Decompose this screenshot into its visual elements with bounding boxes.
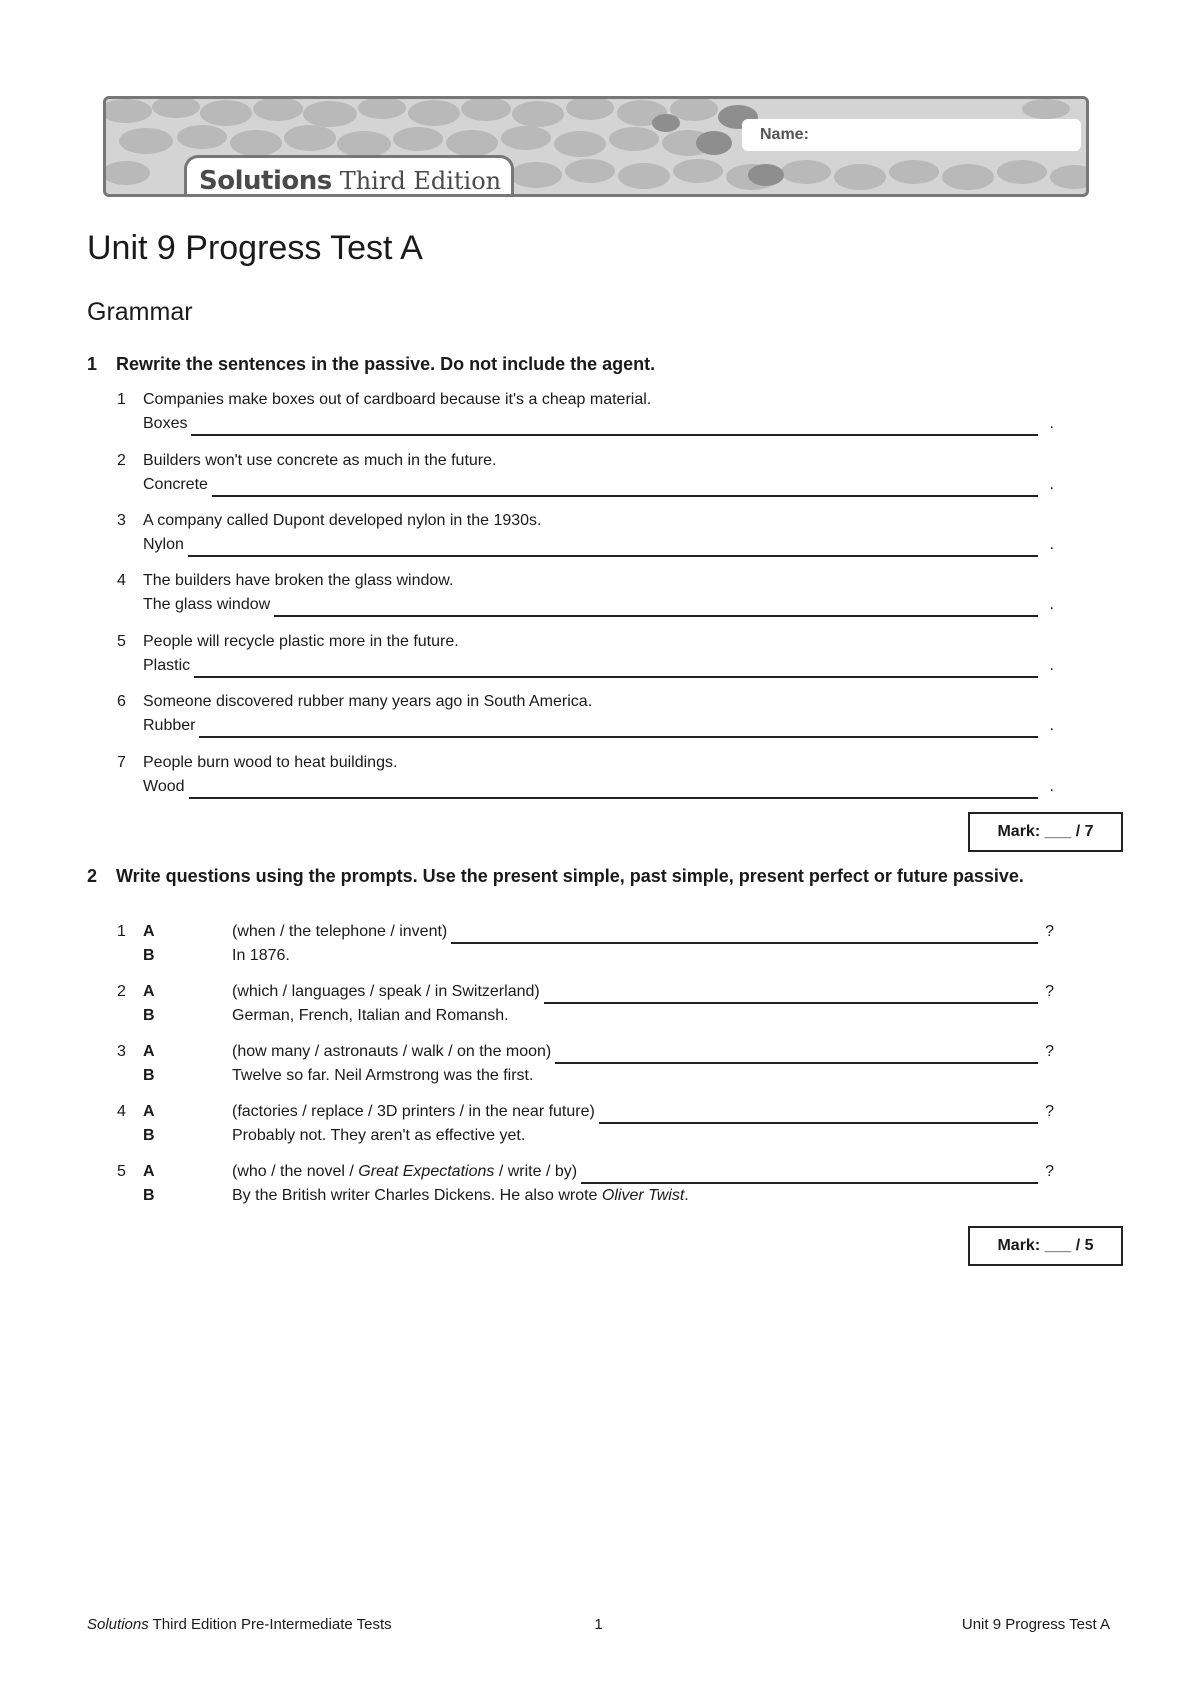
item-sentence: Someone discovered rubber many years ago in South America.	[143, 693, 593, 710]
answer-line[interactable]	[555, 1044, 1038, 1064]
answer-stem: Boxes	[143, 415, 188, 432]
response-row	[117, 944, 1054, 968]
exercise-instruction: Rewrite the sentences in the passive. Do not include the agent.	[116, 354, 656, 374]
answer-stem: Rubber	[143, 717, 196, 734]
prompt-title: Great Expectations	[358, 1163, 495, 1180]
section-title: Grammar	[87, 298, 193, 326]
list-item	[117, 630, 1054, 678]
answer-end-punct: ?	[1045, 1103, 1054, 1120]
item-number: 2	[117, 452, 126, 469]
response-main: By the British writer Charles Dickens. He also wrote	[232, 1187, 602, 1204]
logo-brand: Solutions	[199, 165, 332, 196]
speaker-a: A	[143, 1163, 155, 1180]
list-item	[117, 509, 1054, 557]
question-prompt	[232, 920, 447, 944]
item-sentence-row	[117, 690, 1054, 714]
item-number: 2	[117, 983, 126, 1000]
response-main: In 1876.	[232, 947, 290, 964]
page-title: Unit 9 Progress Test A	[87, 229, 423, 267]
list-item	[117, 569, 1054, 617]
response-row	[117, 1064, 1054, 1088]
exercise-1-heading	[87, 352, 1066, 376]
response-main: German, French, Italian and Romansh.	[232, 1007, 509, 1024]
response-text	[232, 1064, 533, 1088]
item-number: 1	[117, 923, 126, 940]
question-prompt	[232, 1040, 551, 1064]
question-prompt	[232, 1100, 595, 1124]
answer-line[interactable]	[544, 984, 1038, 1004]
item-sentence: People burn wood to heat buildings.	[143, 754, 398, 771]
item-answer-row	[117, 593, 1054, 617]
exercise-number: 1	[87, 354, 98, 374]
answer-line[interactable]	[212, 477, 1038, 497]
response-row	[117, 1124, 1054, 1148]
exercise-instruction: Write questions using the prompts. Use the present simple, past simple, present perfect or future passive.	[116, 866, 1024, 886]
item-sentence: Companies make boxes out of cardboard because it's a cheap material.	[143, 391, 652, 408]
answer-stem: Plastic	[143, 657, 191, 674]
item-answer-row	[117, 473, 1054, 497]
list-item	[117, 690, 1054, 738]
prompt-text-end: / write / by)	[494, 1163, 578, 1180]
response-main: Twelve so far. Neil Armstrong was the first.	[232, 1067, 534, 1084]
question-prompt	[232, 980, 540, 1004]
answer-end-punct: .	[1049, 415, 1054, 432]
answer-line[interactable]	[194, 658, 1038, 678]
response-title: Oliver Twist	[601, 1187, 685, 1204]
answer-line[interactable]	[451, 924, 1038, 944]
item-sentence: A company called Dupont developed nylon in the 1930s.	[143, 512, 542, 529]
answer-line[interactable]	[599, 1104, 1038, 1124]
solutions-logo	[184, 155, 514, 197]
answer-stem: Nylon	[143, 536, 184, 553]
answer-line[interactable]	[199, 718, 1038, 738]
item-sentence-row	[117, 509, 1054, 533]
answer-stem: The glass window	[143, 596, 271, 613]
list-item	[117, 1100, 1054, 1148]
page-number: 1	[594, 1616, 603, 1633]
item-number: 1	[117, 391, 126, 408]
list-item	[117, 1160, 1054, 1208]
response-text	[232, 1184, 689, 1208]
name-field[interactable]	[742, 119, 1081, 151]
answer-end-punct: .	[1049, 657, 1054, 674]
answer-end-punct: .	[1049, 476, 1054, 493]
item-number: 7	[117, 754, 126, 771]
item-answer-row	[117, 412, 1054, 436]
item-answer-row	[117, 654, 1054, 678]
speaker-b: B	[143, 1187, 155, 1204]
header-banner	[103, 96, 1089, 197]
answer-end-punct: ?	[1045, 923, 1054, 940]
exercise-number: 2	[87, 866, 98, 886]
answer-end-punct: .	[1049, 717, 1054, 734]
list-item	[117, 388, 1054, 436]
answer-stem: Concrete	[143, 476, 208, 493]
item-number: 3	[117, 1043, 126, 1060]
mark-box-1: Mark: ___ / 7	[968, 812, 1123, 852]
item-number: 5	[117, 633, 126, 650]
item-number: 6	[117, 693, 126, 710]
item-number: 5	[117, 1163, 126, 1180]
name-label: Name:	[760, 126, 809, 143]
item-sentence: Builders won't use concrete as much in the future.	[143, 452, 497, 469]
answer-end-punct: ?	[1045, 1163, 1054, 1180]
response-row	[117, 1004, 1054, 1028]
list-item	[117, 980, 1054, 1028]
response-row	[117, 1184, 1054, 1208]
answer-line[interactable]	[581, 1164, 1038, 1184]
item-sentence-row	[117, 569, 1054, 593]
item-sentence-row	[117, 388, 1054, 412]
response-text	[232, 944, 290, 968]
speaker-b: B	[143, 1007, 155, 1024]
question-row	[117, 1160, 1054, 1184]
logo-edition: Third Edition	[339, 166, 502, 195]
speaker-a: A	[143, 1043, 155, 1060]
prompt-text: (which / languages / speak / in Switzerland)	[232, 983, 540, 1000]
item-answer-row	[117, 775, 1054, 799]
item-number: 4	[117, 1103, 126, 1120]
item-sentence-row	[117, 751, 1054, 775]
item-sentence: People will recycle plastic more in the future.	[143, 633, 459, 650]
response-text	[232, 1124, 525, 1148]
response-end: .	[684, 1187, 689, 1204]
prompt-text: (who / the novel /	[232, 1163, 359, 1180]
answer-end-punct: .	[1049, 778, 1054, 795]
answer-line[interactable]	[274, 597, 1038, 617]
list-item	[117, 751, 1054, 799]
answer-end-punct: .	[1049, 596, 1054, 613]
list-item	[117, 449, 1054, 497]
item-answer-row	[117, 533, 1054, 557]
speaker-a: A	[143, 923, 155, 940]
item-sentence-row	[117, 630, 1054, 654]
answer-end-punct: ?	[1045, 1043, 1054, 1060]
item-answer-row	[117, 714, 1054, 738]
question-row	[117, 980, 1054, 1004]
exercise-2-heading	[87, 864, 1066, 888]
item-sentence: The builders have broken the glass window.	[143, 572, 454, 589]
answer-line[interactable]	[189, 779, 1038, 799]
item-number: 4	[117, 572, 126, 589]
prompt-text: (how many / astronauts / walk / on the moon)	[232, 1043, 552, 1060]
answer-line[interactable]	[188, 537, 1038, 557]
answer-stem: Wood	[143, 778, 185, 795]
mark-box-2: Mark: ___ / 5	[968, 1226, 1123, 1266]
answer-end-punct: .	[1049, 536, 1054, 553]
answer-line[interactable]	[191, 416, 1038, 436]
prompt-text: (when / the telephone / invent)	[232, 923, 448, 940]
footer-test-name: Unit 9 Progress Test A	[961, 1616, 1110, 1633]
list-item	[117, 1040, 1054, 1088]
question-row	[117, 920, 1054, 944]
response-text	[232, 1004, 509, 1028]
list-item	[117, 920, 1054, 968]
response-main: Probably not. They aren't as effective yet.	[232, 1127, 526, 1144]
speaker-b: B	[143, 947, 155, 964]
answer-end-punct: ?	[1045, 983, 1054, 1000]
speaker-a: A	[143, 983, 155, 1000]
question-row	[117, 1100, 1054, 1124]
question-row	[117, 1040, 1054, 1064]
footer-brand: Solutions	[87, 1616, 149, 1633]
speaker-a: A	[143, 1103, 155, 1120]
speaker-b: B	[143, 1067, 155, 1084]
question-prompt	[232, 1160, 577, 1184]
prompt-text: (factories / replace / 3D printers / in the near future)	[232, 1103, 595, 1120]
footer-title: Third Edition Pre-Intermediate Tests	[148, 1616, 392, 1633]
item-sentence-row	[117, 449, 1054, 473]
item-number: 3	[117, 512, 126, 529]
speaker-b: B	[143, 1127, 155, 1144]
